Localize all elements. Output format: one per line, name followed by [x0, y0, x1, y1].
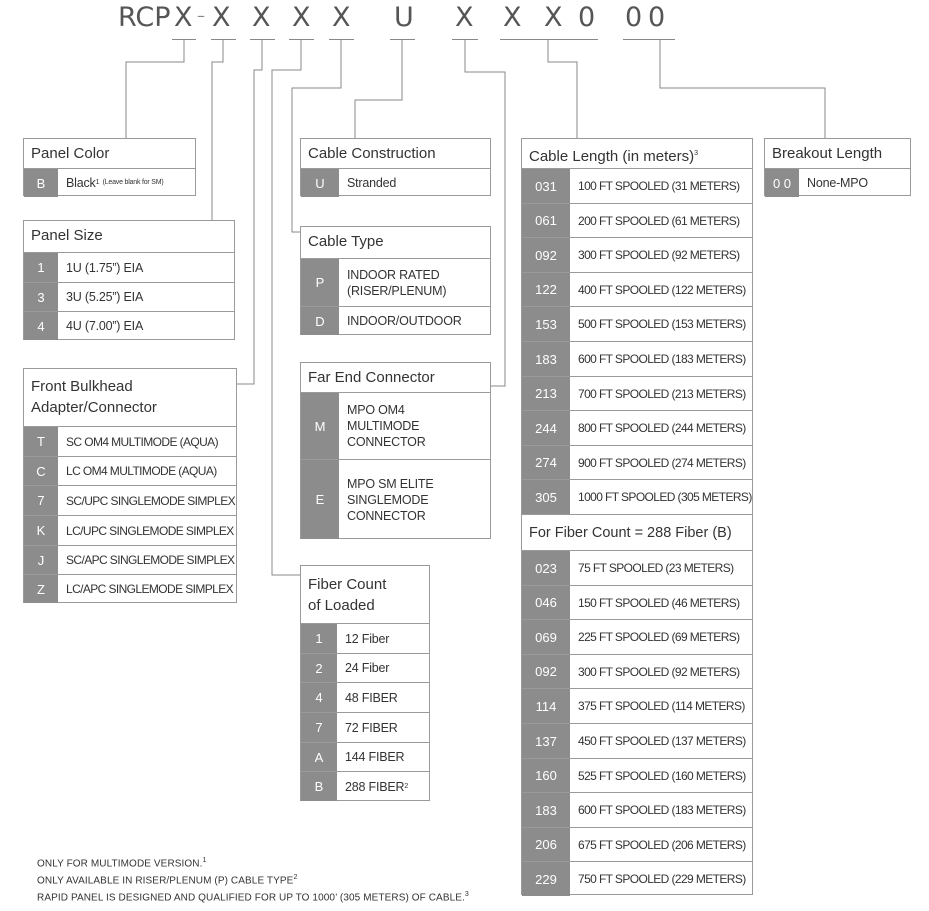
option-desc: 1000 FT SPOOLED (305 METERS) [578, 490, 752, 504]
option-desc: 75 FT SPOOLED (23 METERS) [578, 561, 734, 575]
option-desc [339, 259, 490, 306]
option-desc: 100 FT SPOOLED (31 METERS) [578, 179, 740, 193]
panel-color-box [23, 138, 196, 196]
footnote-text: ONLY FOR MULTIMODE VERSION. [37, 858, 203, 870]
table-row [522, 827, 752, 861]
option-desc: INDOOR/OUTDOOR [347, 314, 462, 328]
option-code: 4 [301, 683, 337, 712]
front-bulkhead-box [23, 368, 237, 603]
part-char-2: X [212, 2, 231, 33]
option-code: Z [24, 575, 58, 603]
table-row [301, 653, 429, 682]
option-code: 023 [522, 551, 570, 585]
cable-construction-title: Cable Construction [308, 145, 436, 162]
table-row [301, 712, 429, 742]
option-code: 7 [301, 713, 337, 742]
table-row [522, 550, 752, 585]
table-row [522, 203, 752, 237]
option-code: J [24, 546, 58, 574]
table-row [522, 237, 752, 272]
cable-type-title: Cable Type [308, 233, 384, 250]
table-row [24, 574, 236, 603]
table-row [301, 771, 429, 801]
option-desc-line: (RISER/PLENUM) [347, 283, 447, 298]
part-char-12: 0 [648, 2, 666, 33]
front-bulkhead-title-line1: Front Bulkhead [31, 378, 133, 395]
option-desc: 600 FT SPOOLED (183 METERS) [578, 803, 746, 817]
far-end-connector-title: Far End Connector [308, 369, 435, 386]
panel-size-box [23, 220, 235, 340]
option-code: 183 [522, 342, 570, 376]
option-desc: 144 FIBER [345, 750, 405, 764]
table-row [522, 688, 752, 723]
option-desc: 700 FT SPOOLED (213 METERS) [578, 386, 746, 401]
footnote [37, 874, 297, 886]
table-row [522, 306, 752, 341]
table-row [301, 623, 429, 653]
cable-type-box [300, 226, 491, 335]
option-code: 069 [522, 620, 570, 654]
table-row [522, 619, 752, 654]
option-desc: Stranded [347, 176, 397, 190]
part-char-7: X [455, 2, 474, 33]
footnote-text: ONLY AVAILABLE IN RISER/PLENUM (P) CABLE TYPE [37, 875, 294, 887]
table-row [522, 341, 752, 376]
panel-color-title: Panel Color [31, 145, 110, 162]
table-row [24, 426, 236, 456]
cable-length-title-text: Cable Length (in meters) [529, 148, 695, 165]
table-row [522, 654, 752, 688]
option-desc: 24 Fiber [345, 661, 390, 675]
front-bulkhead-title-line2: Adapter/Connector [31, 399, 157, 416]
panel-size-title: Panel Size [31, 227, 103, 244]
option-desc: 450 FT SPOOLED (137 METERS) [578, 734, 746, 748]
fiber-count-box [300, 565, 430, 801]
option-desc: 750 FT SPOOLED (229 METERS) [578, 872, 746, 886]
option-code: 153 [522, 307, 570, 341]
option-desc-line: CONNECTOR [347, 508, 426, 523]
table-row [522, 479, 752, 514]
table-row [765, 168, 910, 197]
option-code: 206 [522, 828, 570, 861]
option-desc: 1U (1.75”) EIA [66, 260, 144, 275]
option-code: T [24, 427, 58, 456]
option-code: 046 [522, 586, 570, 619]
option-code: D [301, 307, 339, 335]
option-desc: 150 FT SPOOLED (46 METERS) [578, 595, 740, 610]
footnote [37, 857, 207, 869]
part-char-10: 0 [578, 2, 596, 33]
table-row [522, 861, 752, 896]
table-row [24, 456, 236, 485]
option-desc: None-MPO [807, 176, 868, 190]
option-desc: 500 FT SPOOLED (153 METERS) [578, 317, 746, 331]
table-row [522, 585, 752, 619]
table-row [301, 459, 490, 539]
option-desc: LC OM4 MULTIMODE (AQUA) [66, 464, 217, 478]
table-row [301, 742, 429, 771]
table-row [522, 168, 752, 203]
table-row [24, 252, 234, 282]
option-code: 213 [522, 377, 570, 410]
table-row [522, 272, 752, 306]
option-code: A [301, 743, 337, 771]
option-desc: 4U (7.00”) EIA [66, 319, 144, 333]
option-code: 229 [522, 862, 570, 896]
option-desc-line: INDOOR RATED [347, 267, 440, 282]
option-note: (Leave blank for SM) [102, 179, 164, 186]
option-code: 4 [24, 312, 58, 340]
part-char-1: X [174, 2, 193, 33]
table-row [24, 545, 236, 574]
part-char-4: X [292, 2, 311, 33]
option-desc: 48 FIBER [345, 690, 398, 705]
option-code: 183 [522, 793, 570, 827]
option-desc [58, 169, 195, 197]
option-desc-line: CONNECTOR [347, 435, 426, 449]
footnote-ref: 3 [694, 150, 698, 157]
part-char-9: X [544, 2, 563, 33]
option-code: 0 0 [765, 169, 799, 197]
option-desc-line: SINGLEMODE [347, 492, 429, 507]
cable-length-title [522, 139, 752, 167]
cable-length-subtitle: For Fiber Count = 288 Fiber (B) [522, 514, 752, 550]
table-row [301, 392, 490, 459]
option-desc: LC/UPC SINGLEMODE SIMPLEX [66, 523, 234, 538]
table-row [522, 410, 752, 445]
option-desc: 375 FT SPOOLED (114 METERS) [578, 699, 745, 713]
option-code: 031 [522, 169, 570, 203]
table-row [522, 792, 752, 827]
option-desc: 525 FT SPOOLED (160 METERS) [578, 768, 746, 783]
option-code: 2 [301, 654, 337, 682]
table-row [301, 682, 429, 712]
footnote-ref: 2 [404, 782, 409, 790]
option-desc: 675 FT SPOOLED (206 METERS) [578, 837, 746, 852]
option-desc-text: Black [66, 176, 96, 190]
table-row [301, 258, 490, 306]
footnote-ref: 3 [464, 891, 469, 898]
option-desc: SC/UPC SINGLEMODE SIMPLEX [66, 493, 236, 508]
option-code: 092 [522, 655, 570, 688]
option-code: E [301, 460, 339, 539]
table-row [301, 168, 490, 197]
table-row [522, 758, 752, 792]
option-desc-line: MPO SM ELITE [347, 476, 434, 491]
option-desc: 400 FT SPOOLED (122 METERS) [578, 282, 746, 297]
option-desc: 3U (5.25”) EIA [66, 290, 144, 304]
option-desc: LC/APC SINGLEMODE SIMPLEX [66, 582, 234, 596]
option-code: 1 [301, 624, 337, 653]
option-code: C [24, 457, 58, 485]
fiber-count-title [301, 566, 429, 616]
option-desc: 200 FT SPOOLED (61 METERS) [578, 213, 740, 228]
option-code: M [301, 393, 339, 459]
table-row [24, 485, 236, 515]
table-row [24, 168, 195, 197]
option-code: 092 [522, 238, 570, 272]
cable-construction-box [300, 138, 491, 196]
footnote [37, 891, 469, 903]
part-dash: – [197, 6, 205, 25]
option-desc-line: MPO OM4 [347, 403, 405, 417]
option-code: 137 [522, 724, 570, 758]
far-end-connector-box [300, 362, 491, 539]
cable-length-box [521, 138, 753, 895]
option-code: K [24, 516, 58, 545]
option-desc: 225 FT SPOOLED (69 METERS) [578, 630, 740, 644]
option-code: 122 [522, 273, 570, 306]
option-desc: 600 FT SPOOLED (183 METERS) [578, 352, 746, 366]
part-char-3: X [252, 2, 271, 33]
part-prefix: RCP [118, 2, 171, 33]
footnote-ref: 2 [293, 874, 298, 881]
option-desc: SC/APC SINGLEMODE SIMPLEX [66, 553, 235, 567]
option-desc [337, 772, 429, 801]
part-char-8: X [503, 2, 522, 33]
fiber-count-title-line1: Fiber Count [308, 576, 387, 593]
fiber-count-title-line2: of Loaded [308, 597, 375, 614]
footnote-ref: 1 [202, 857, 207, 864]
footnote-ref: 1 [95, 179, 100, 186]
table-row [24, 282, 234, 311]
table-row [522, 723, 752, 758]
table-row [301, 306, 490, 335]
option-code: B [301, 772, 337, 801]
option-desc: 300 FT SPOOLED (92 METERS) [578, 664, 740, 679]
option-code: U [301, 169, 339, 197]
option-desc: 800 FT SPOOLED (244 METERS) [578, 421, 746, 435]
option-desc: 300 FT SPOOLED (92 METERS) [578, 248, 740, 262]
option-code: 244 [522, 411, 570, 445]
option-code: 1 [24, 253, 58, 282]
front-bulkhead-title [24, 369, 236, 418]
table-row [24, 515, 236, 545]
part-char-6: U [394, 2, 414, 33]
breakout-length-box [764, 138, 911, 196]
option-code: P [301, 259, 339, 306]
option-code: 7 [24, 486, 58, 515]
option-code: B [24, 169, 58, 197]
option-desc-text: 288 FIBER [345, 779, 405, 794]
option-desc [339, 393, 490, 459]
option-desc: 72 FIBER [345, 720, 398, 735]
option-code: 061 [522, 204, 570, 237]
option-code: 114 [522, 689, 570, 723]
footnote-text: RAPID PANEL IS DESIGNED AND QUALIFIED FOR UP TO 1000’ (305 METERS) OF CABLE. [37, 892, 465, 904]
table-row [522, 445, 752, 479]
breakout-length-title: Breakout Length [772, 145, 883, 162]
option-code: 160 [522, 759, 570, 792]
option-desc: 900 FT SPOOLED (274 METERS) [578, 455, 746, 470]
option-desc [339, 460, 490, 539]
option-code: 274 [522, 446, 570, 479]
option-desc: SC OM4 MULTIMODE (AQUA) [66, 434, 218, 449]
part-char-5: X [332, 2, 351, 33]
option-code: 305 [522, 480, 570, 514]
part-char-11: 0 [625, 2, 643, 33]
table-row [24, 311, 234, 340]
option-code: 3 [24, 283, 58, 311]
option-desc-line: MULTIMODE [347, 419, 420, 433]
table-row [522, 376, 752, 410]
option-desc: 12 Fiber [345, 631, 390, 646]
